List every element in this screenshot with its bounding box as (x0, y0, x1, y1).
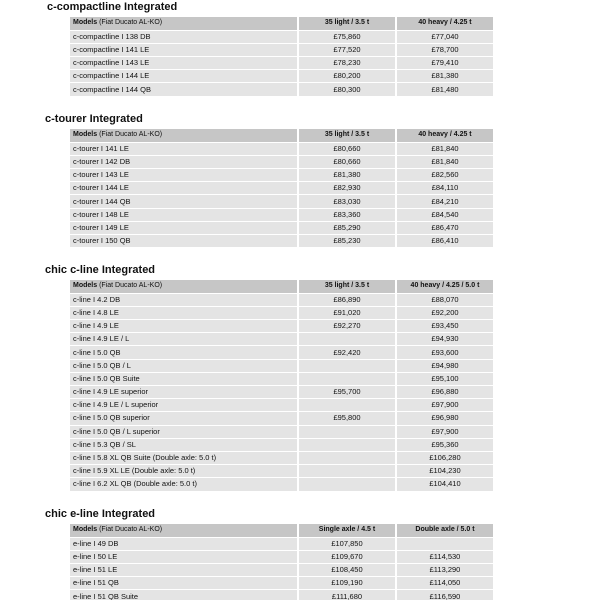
model-name: c-tourer I 144 QB (70, 195, 298, 208)
table-header-row (70, 17, 494, 30)
table-row (70, 235, 494, 248)
price-cell: £82,560 (396, 169, 494, 182)
price-cell: £85,230 (298, 235, 396, 248)
price-cell: £81,840 (396, 142, 494, 155)
table-row (70, 43, 494, 56)
price-cell: £85,290 (298, 221, 396, 234)
table-row (70, 221, 494, 234)
price-cell: £92,200 (396, 306, 494, 319)
model-name: e-line I 51 QB Suite (70, 590, 298, 600)
table-row (70, 438, 494, 451)
price-cell: £84,110 (396, 182, 494, 195)
models-chassis-note: (Fiat Ducato AL-KO) (99, 282, 163, 290)
price-cell: £81,840 (396, 155, 494, 168)
model-name: c-line I 5.0 QB (70, 346, 298, 359)
model-name: e-line I 50 LE (70, 550, 298, 563)
table-row (70, 57, 494, 70)
price-table (70, 524, 495, 600)
price-cell: £109,190 (298, 577, 396, 590)
weight-column-header: 35 light / 3.5 t (298, 280, 396, 293)
table-row (70, 208, 494, 221)
price-cell: £80,660 (298, 142, 396, 155)
table-row (70, 425, 494, 438)
table-row (70, 399, 494, 412)
model-name: c-line I 4.9 LE (70, 320, 298, 333)
price-cell: £107,850 (298, 537, 396, 550)
table-row (70, 359, 494, 372)
price-table (70, 129, 495, 248)
models-label: Models (73, 19, 98, 27)
table-row (70, 70, 494, 83)
weight-column-header: Single axle / 4.5 t (298, 524, 396, 537)
price-cell: £80,200 (298, 70, 396, 83)
model-name: e-line I 49 DB (70, 537, 298, 550)
price-cell (396, 537, 494, 550)
model-name: c-compactline I 144 LE (70, 70, 298, 83)
table-row (70, 451, 494, 464)
price-cell: £80,660 (298, 155, 396, 168)
price-cell: £104,230 (396, 465, 494, 478)
models-chassis-note: (Fiat Ducato AL-KO) (99, 526, 163, 534)
model-name: c-compactline I 143 LE (70, 57, 298, 70)
price-cell (298, 451, 396, 464)
model-name: c-line I 5.0 QB superior (70, 412, 298, 425)
table-row (70, 590, 494, 600)
price-cell: £113,290 (396, 564, 494, 577)
price-cell: £97,900 (396, 425, 494, 438)
weight-column-header: 40 heavy / 4.25 t (396, 17, 494, 30)
table-row (70, 83, 494, 96)
price-cell: £86,470 (396, 221, 494, 234)
price-cell: £92,270 (298, 320, 396, 333)
table-row (70, 142, 494, 155)
price-cell: £83,360 (298, 208, 396, 221)
table-header-row (70, 129, 494, 142)
table-row (70, 182, 494, 195)
price-cell: £91,020 (298, 306, 396, 319)
price-cell: £83,030 (298, 195, 396, 208)
model-name: c-tourer I 142 DB (70, 155, 298, 168)
weight-column-header: 40 heavy / 4.25 t (396, 129, 494, 142)
price-cell: £106,280 (396, 451, 494, 464)
model-name: c-line I 4.9 LE / L (70, 333, 298, 346)
table-row (70, 293, 494, 306)
table-row (70, 386, 494, 399)
price-cell: £114,530 (396, 550, 494, 563)
price-cell: £75,860 (298, 30, 396, 43)
section-heading: c-tourer Integrated (45, 113, 143, 125)
table-row (70, 465, 494, 478)
price-cell: £86,890 (298, 293, 396, 306)
model-name: c-line I 4.8 LE (70, 306, 298, 319)
table-row (70, 169, 494, 182)
price-cell: £78,700 (396, 43, 494, 56)
price-cell: £84,540 (396, 208, 494, 221)
table-row (70, 30, 494, 43)
price-cell: £96,880 (396, 386, 494, 399)
price-cell: £77,520 (298, 43, 396, 56)
price-cell: £82,930 (298, 182, 396, 195)
model-name: e-line I 51 LE (70, 564, 298, 577)
table-row (70, 550, 494, 563)
table-row (70, 564, 494, 577)
models-chassis-note: (Fiat Ducato AL-KO) (99, 131, 163, 139)
price-cell (298, 372, 396, 385)
price-cell: £94,930 (396, 333, 494, 346)
price-cell: £96,980 (396, 412, 494, 425)
price-cell: £81,380 (298, 169, 396, 182)
price-cell: £95,700 (298, 386, 396, 399)
models-label: Models (73, 282, 98, 290)
model-name: c-tourer I 141 LE (70, 142, 298, 155)
table-row (70, 320, 494, 333)
models-column-header (70, 129, 298, 142)
model-name: c-line I 6.2 XL QB (Double axle: 5.0 t) (70, 478, 298, 491)
price-cell: £93,450 (396, 320, 494, 333)
price-cell: £81,480 (396, 83, 494, 96)
model-name: c-line I 5.0 QB / L (70, 359, 298, 372)
price-cell: £116,590 (396, 590, 494, 600)
table-row (70, 346, 494, 359)
price-cell: £84,210 (396, 195, 494, 208)
weight-column-header: 40 heavy / 4.25 / 5.0 t (396, 280, 494, 293)
table-row (70, 478, 494, 491)
price-cell (298, 359, 396, 372)
table-header-row (70, 524, 494, 537)
model-name: c-compactline I 144 QB (70, 83, 298, 96)
model-name: c-compactline I 141 LE (70, 43, 298, 56)
price-cell: £77,040 (396, 30, 494, 43)
model-name: c-tourer I 148 LE (70, 208, 298, 221)
model-name: c-line I 5.0 QB Suite (70, 372, 298, 385)
section-heading: c-compactline Integrated (47, 1, 178, 13)
price-cell: £95,360 (396, 438, 494, 451)
model-name: c-tourer I 144 LE (70, 182, 298, 195)
table-row (70, 412, 494, 425)
model-name: c-tourer I 149 LE (70, 221, 298, 234)
section-heading: chic c-line Integrated (45, 264, 156, 276)
table-row (70, 155, 494, 168)
price-cell: £78,230 (298, 57, 396, 70)
price-table (70, 17, 495, 97)
price-cell: £88,070 (396, 293, 494, 306)
table-row (70, 537, 494, 550)
models-column-header (70, 524, 298, 537)
model-name: c-line I 5.3 QB / SL (70, 438, 298, 451)
table-row (70, 372, 494, 385)
weight-column-header: 35 light / 3.5 t (298, 17, 396, 30)
price-cell: £92,420 (298, 346, 396, 359)
price-cell: £109,670 (298, 550, 396, 563)
table-row (70, 333, 494, 346)
table-header-row (70, 280, 494, 293)
model-name: c-line I 4.2 DB (70, 293, 298, 306)
table-row (70, 195, 494, 208)
model-name: c-line I 5.9 XL LE (Double axle: 5.0 t) (70, 465, 298, 478)
weight-column-header: 35 light / 3.5 t (298, 129, 396, 142)
price-cell (298, 438, 396, 451)
price-cell (298, 478, 396, 491)
model-name: c-tourer I 143 LE (70, 169, 298, 182)
model-name: c-tourer I 150 QB (70, 235, 298, 248)
price-cell: £93,600 (396, 346, 494, 359)
price-cell: £94,980 (396, 359, 494, 372)
price-cell: £114,050 (396, 577, 494, 590)
model-name: c-compactline I 138 DB (70, 30, 298, 43)
table-row (70, 577, 494, 590)
price-cell: £111,680 (298, 590, 396, 600)
price-cell: £86,410 (396, 235, 494, 248)
price-cell (298, 465, 396, 478)
models-chassis-note: (Fiat Ducato AL-KO) (99, 19, 163, 27)
price-cell (298, 399, 396, 412)
section-heading: chic e-line Integrated (45, 508, 156, 520)
price-cell: £108,450 (298, 564, 396, 577)
price-table (70, 280, 495, 492)
models-label: Models (73, 131, 98, 139)
price-cell: £104,410 (396, 478, 494, 491)
table-row (70, 306, 494, 319)
model-name: e-line I 51 QB (70, 577, 298, 590)
weight-column-header: Double axle / 5.0 t (396, 524, 494, 537)
price-cell: £97,900 (396, 399, 494, 412)
model-name: c-line I 5.8 XL QB Suite (Double axle: 5.0 t) (70, 451, 298, 464)
price-cell: £95,800 (298, 412, 396, 425)
models-column-header (70, 280, 298, 293)
models-label: Models (73, 526, 98, 534)
models-column-header (70, 17, 298, 30)
model-name: c-line I 5.0 QB / L superior (70, 425, 298, 438)
model-name: c-line I 4.9 LE / L superior (70, 399, 298, 412)
price-cell (298, 425, 396, 438)
price-cell: £95,100 (396, 372, 494, 385)
price-cell: £81,380 (396, 70, 494, 83)
price-cell: £79,410 (396, 57, 494, 70)
model-name: c-line I 4.9 LE superior (70, 386, 298, 399)
price-cell: £80,300 (298, 83, 396, 96)
price-cell (298, 333, 396, 346)
